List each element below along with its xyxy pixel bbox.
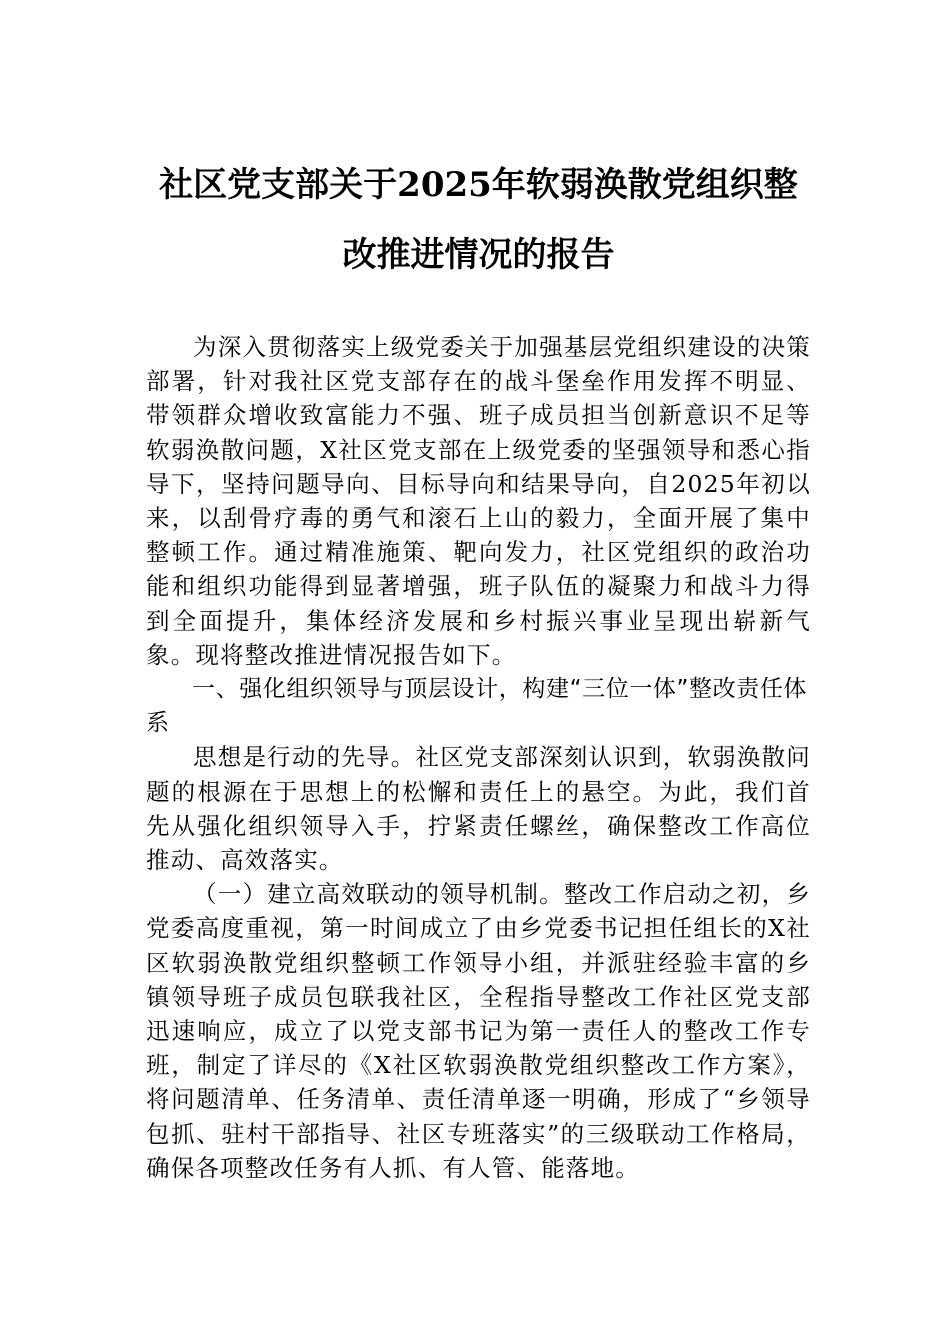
intro-paragraph: 为深入贯彻落实上级党委关于加强基层党组织建设的决策部署，针对我社区党支部存在的战斗堡垒作用发挥不明显、带领群众增收致富能力不强、班子成员担当创新意识不足等软弱涣散问题，X社区党支部在上级党委的坚强领导和悉心指导下，坚持问题导向、目标导向和结果导向，自2025年初以来，以刮骨疗毒的勇气和滚石上山的毅力，全面开展了集中整顿工作。通过精准施策、靶向发力，社区党组织的政治功能和组织功能得到显著增强，班子队伍的凝聚力和战斗力得到全面提升，集体经济发展和乡村振兴事业呈现出崭新气象。现将整改推进情况报告如下。	[146, 333, 811, 669]
section-1-heading: 一、强化组织领导与顶层设计，构建“三位一体”整改责任体系	[146, 676, 808, 737]
subsection-1-paragraph	[146, 877, 811, 1185]
title-line-1: 社区党支部关于2025年软弱涣散党组织整	[159, 165, 798, 205]
title-line-2: 改推进情况的报告	[342, 235, 615, 275]
subsection-1-heading: （一）建立高效联动的领导机制。	[193, 880, 564, 909]
section-1-paragraph: 思想是行动的先导。社区党支部深刻认识到，软弱涣散问题的根源在于思想上的松懈和责任上的悬空。为此，我们首先从强化组织领导入手，拧紧责任螺丝，确保整改工作高位推动、高效落实。	[146, 743, 811, 875]
document-page	[146, 150, 811, 1185]
subsection-1-body: 整改工作启动之初，乡党委高度重视，第一时间成立了由乡党委书记担任组长的X社区软弱涣散党组织整顿工作领导小组，并派驻经验丰富的乡镇领导班子成员包联我社区，全程指导整改工作社区党支部迅速响应，成立了以党支部书记为第一责任人的整改工作专班，制定了详尽的《X社区软弱涣散党组织整改工作方案》，将问题清单、任务清单、责任清单逐一明确，形成了“乡领导包抓、驻村干部指导、社区专班落实”的三级联动工作格局，确保各项整改任务有人抓、有人管、能落地。	[146, 880, 811, 1182]
document-title	[146, 150, 811, 290]
document-body	[146, 330, 811, 1185]
